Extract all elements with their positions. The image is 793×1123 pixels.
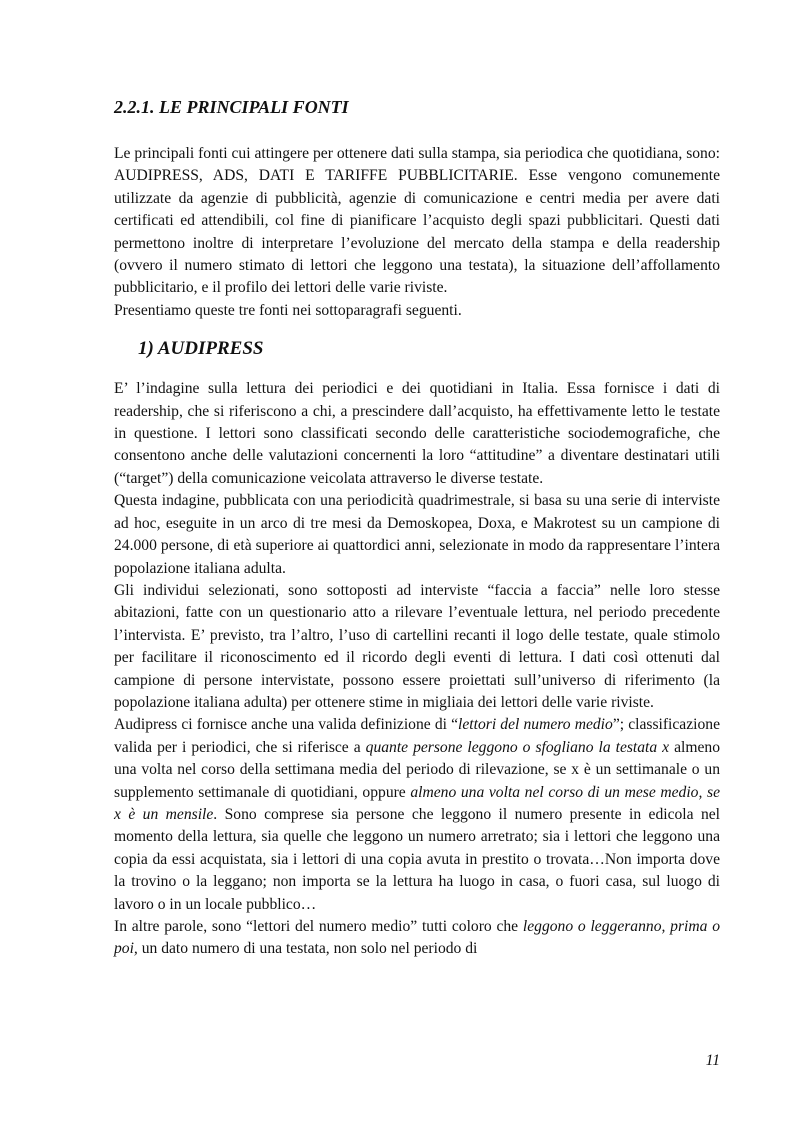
page-content [114,95,720,961]
text-run: . Sono comprese sia persone che leggono il numero presente in edicola nel momento della lettura, sia quelle che leggono un numero arretrato; sia i lettori che leggono una copia da essi acquistata, sia i lettori di una copia avuta in prestito o trovata…Non importa dove la trovino o la leggano; non importa se la lettura ha luogo in casa, o fuori casa, sul luogo di lavoro o in un locale pubblico… [114,805,721,913]
text-run: un dato numero di una testata, non solo nel periodo di [137,940,478,958]
intro-paragraph: Le principali fonti cui attingere per ottenere dati sulla stampa, sia periodica che quotidiana, sono: AUDIPRESS, ADS, DATI E TARIFFE PUBBLICITARIE. Esse vengono comunemente utilizzate da agenzie di pubblicità, agenzie di comunicazione e centri media per avere dati certificati ed attendibili, col fine di pianificare l’acquisto degli spazi pubblicitari. Questi dati permettono inoltre di interpretare l’evoluzione del mercato della stampa e della readership (ovvero il numero stimato di lettori che leggono una testata), la situazione dell’affollamento pubblicitario, e il profilo dei lettori delle varie riviste. [114,145,720,297]
subsection-heading: 1) AUDIPRESS [138,338,264,360]
audipress-paragraph-5 [114,916,720,961]
page-number: 11 [705,1052,720,1069]
emphasis-run: almeno una volta nel corso di un mese medio, se x è un mensile [114,783,720,823]
audipress-paragraph-4 [114,714,720,916]
emphasis-run: leggono o leggeranno, prima o poi, [114,918,720,958]
text-run: almeno una volta nel corso della settimana media del periodo di rilevazione, se x è un settimanale o un supplemento settimanale di quotidiani, oppure [114,738,720,801]
audipress-paragraph-3: Gli individui selezionati, sono sottoposti ad interviste “faccia a faccia” nelle loro stesse abitazioni, fatte con un questionario atto a rilevare l’eventuale lettura, nel periodo precedente l’intervista. E’ previsto, tra l’altro, l’uso di cartellini recanti il logo delle testate, quale stimolo per facilitare il riconoscimento ed il ricordo degli eventi di lettura. I dati così ottenuti dal campione di persone intervistate, possono essere proiettati sull’universo di riferimento (la popolazione italiana adulta) per ottenere stime in migliaia dei lettori delle varie riviste. [114,581,720,711]
intro-paragraph-closing: Presentiamo queste tre fonti nei sottoparagrafi seguenti. [114,301,462,319]
section-heading: 2.2.1. LE PRINCIPALI FONTI [114,97,349,117]
audipress-paragraph-1: E’ l’indagine sulla lettura dei periodici e dei quotidiani in Italia. Essa fornisce i dati di readership, che si riferiscono a chi, a prescindere dall’acquisto, ha effettivamente letto le testate in questione. I lettori sono classificati secondo delle caratteristiche sociodemografiche, che consentono anche delle valutazioni concernenti la loro “attitudine” a diventare destinatari utili (“target”) della comunicazione veicolata attraverso le diverse testate. [114,380,720,487]
emphasis-run: quante persone leggono o sfogliano la testata x [365,738,670,756]
text-run: Audipress ci fornisce anche una valida definizione di “ [114,716,459,734]
text-run: ”; classificazione valida per i periodici, che si riferisce a [114,716,720,756]
audipress-paragraph-2: Questa indagine, pubblicata con una periodicità quadrimestrale, si basa su una serie di interviste ad hoc, eseguite in un arco di tre mesi da Demoskopea, Doxa, e Makrotest su un campione di 24.000 persone, di età superiore ai quattordici anni, selezionate in modo da rappresentare l’intera popolazione italiana adulta. [114,492,720,577]
emphasis-run: lettori del numero medio [458,716,613,734]
text-run: In altre parole, sono “lettori del numero medio” tutti coloro che [114,918,523,935]
